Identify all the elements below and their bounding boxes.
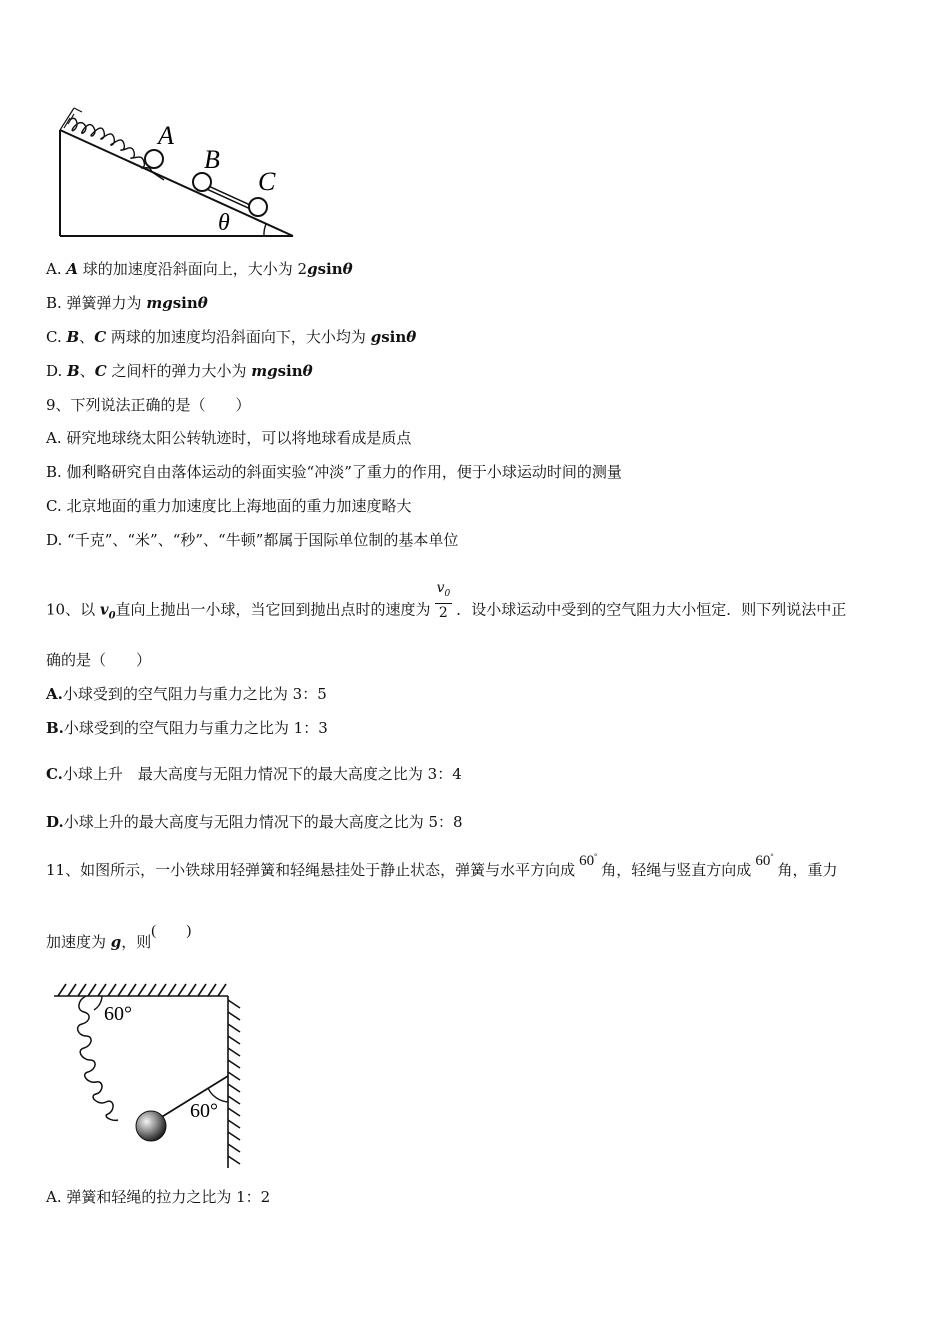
q8-option-d: D. B、C 之间杆的弹力大小为 mgsinθ: [46, 362, 313, 380]
angle-60-rope: 60°: [755, 852, 774, 869]
q10-option-a: A.小球受到的空气阻力与重力之比为 3：5: [46, 685, 327, 703]
label-a: A: [158, 121, 174, 150]
ball-a: [145, 150, 163, 168]
q9-option-c: C. 北京地面的重力加速度比上海地面的重力加速度略大: [46, 497, 412, 515]
wall: [228, 996, 240, 1168]
q10-stem: 10、以 $v_0$直向上抛出一小球，当它回到抛出点时的速度为 $\frac{v_0}{2}$ ．设小球运动中受到的空气阻力大小恒定．则下列说法中正: [46, 580, 847, 622]
q11-option-a: A. 弹簧和轻绳的拉力之比为 1：2: [46, 1188, 271, 1206]
q9-option-b: B. 伽利略研究自由落体运动的斜面实验“冲淡”了重力的作用，便于小球运动时间的测量: [46, 463, 622, 481]
angle-60-spring: 60°: [579, 852, 598, 869]
label-theta: θ: [218, 210, 230, 236]
q10-option-c: C.小球上升 最大高度与无阻力情况下的最大高度之比为 3：4: [46, 765, 462, 783]
label-c: C: [258, 167, 276, 196]
label-b: B: [204, 145, 220, 174]
ball-c: [249, 198, 267, 216]
ceiling: [54, 984, 228, 996]
q8-option-c: C. B、C 两球的加速度均沿斜面向下，大小均为 gsinθ: [46, 328, 417, 346]
q9-option-d: D. “千克”、“米”、“秒”、“牛顿”都属于国际单位制的基本单位: [46, 531, 459, 549]
q8-option-a: A. A 球的加速度沿斜面向上，大小为 2gsinθ: [46, 260, 353, 278]
q9-stem: 9、下列说法正确的是（ ）: [46, 396, 251, 414]
v0-over-2-fraction: $\frac{v_0}{2}$: [436, 580, 451, 621]
q10-option-d: D.小球上升的最大高度与无阻力情况下的最大高度之比为 5：8: [46, 813, 463, 831]
spring-angle-arc: [94, 996, 102, 1010]
q10-option-b: B.小球受到的空气阻力与重力之比为 1：3: [46, 719, 328, 737]
spring-angle-label: 60°: [104, 1003, 132, 1025]
incline-figure: [52, 100, 302, 245]
q10-stem-line2: 确的是（ ）: [46, 651, 152, 669]
iron-ball: [136, 1111, 166, 1141]
ball-b: [193, 173, 211, 191]
theta-arc: [264, 224, 266, 236]
q11-stem-line2: 加速度为 g，则( ): [46, 923, 192, 951]
q9-option-a: A. 研究地球绕太阳公转轨迹时，可以将地球看成是质点: [46, 429, 412, 447]
rope-angle-label: 60°: [190, 1100, 218, 1122]
q8-option-b: B. 弹簧弹力为 mgsinθ: [46, 294, 208, 312]
spring-rope-figure: [50, 980, 245, 1175]
q11-stem: 11、如图所示，一小铁球用轻弹簧和轻绳悬挂处于静止状态，弹簧与水平方向成 60°角，轻绳与竖直方向成 60°角，重力: [46, 857, 838, 881]
